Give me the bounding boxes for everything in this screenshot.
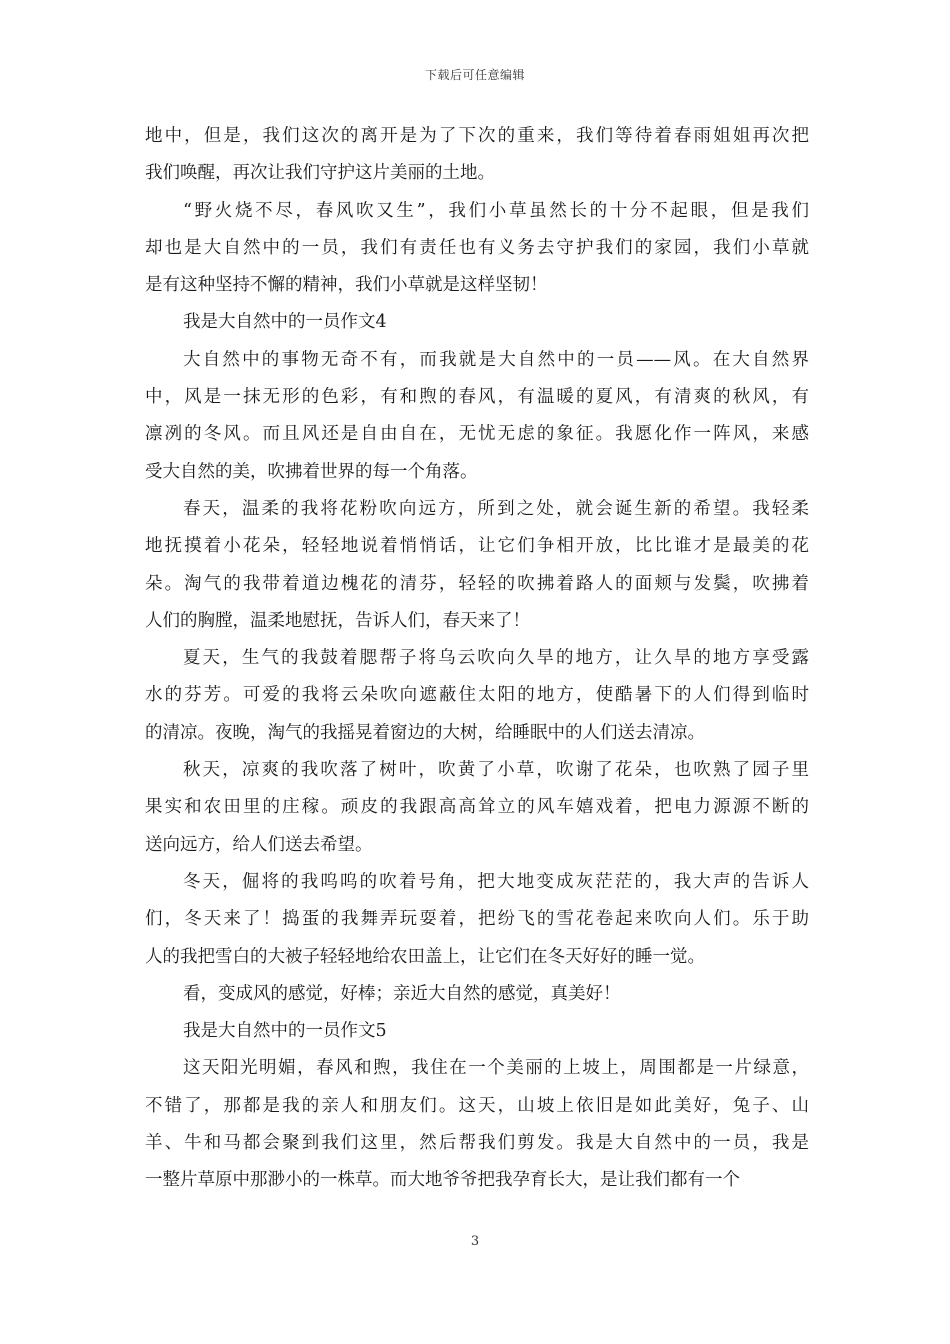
document-body: [145, 118, 809, 1200]
text-line: 羊、牛和马都会聚到我们这里，然后帮我们剪发。我是大自然中的一员，我是: [145, 1133, 809, 1154]
text-line: “野火烧不尽，春风吹又生”，我们小草虽然长的十分不起眼，但是我们: [183, 200, 809, 221]
text-line: 我是大自然中的一员作文4: [183, 312, 387, 333]
text-line: 却也是大自然中的一员，我们有责任也有义务去守护我们的家园，我们小草就: [145, 237, 809, 258]
text-line: 这天阳光明媚，春风和煦，我住在一个美丽的上坡上，周围都是一片绿意，: [183, 1058, 809, 1079]
text-line: 我们唤醒，再次让我们守护这片美丽的土地。: [145, 163, 495, 184]
text-line: 们，冬天来了！捣蛋的我舞弄玩耍着，把纷飞的雪花卷起来吹向人们。乐于助: [145, 909, 809, 930]
text-line: 是有这种坚持不懈的精神，我们小草就是这样坚韧！: [145, 275, 548, 296]
text-line: 秋天，凉爽的我吹落了树叶，吹黄了小草，吹谢了花朵，也吹熟了园子里: [183, 760, 809, 781]
text-line: 春天，温柔的我将花粉吹向远方，所到之处，就会诞生新的希望。我轻柔: [183, 498, 809, 519]
text-line: 我是大自然中的一员作文5: [183, 1021, 387, 1042]
text-line: 水的芬芳。可爱的我将云朵吹向遮蔽住太阳的地方，使酷暑下的人们得到临时: [145, 685, 809, 706]
text-line: 朵。淘气的我带着道边槐花的清芬，轻轻的吹拂着路人的面颊与发鬓，吹拂着: [145, 573, 809, 594]
text-line: 大自然中的事物无奇不有，而我就是大自然中的一员——风。在大自然界: [183, 349, 809, 370]
text-line: 地抚摸着小花朵，轻轻地说着悄悄话，让它们争相开放，比比谁才是最美的花: [145, 536, 809, 557]
text-line: 送向远方，给人们送去希望。: [145, 834, 373, 855]
page-header: 下载后可任意编辑: [424, 68, 525, 82]
text-line: 的清凉。夜晚，淘气的我摇晃着窗边的大树，给睡眠中的人们送去清凉。: [145, 722, 705, 743]
text-line: 不错了，那都是我的亲人和朋友们。这天，山坡上依旧是如此美好，兔子、山: [145, 1095, 809, 1116]
text-line: 地中，但是，我们这次的离开是为了下次的重来，我们等待着春雨姐姐再次把: [145, 126, 809, 146]
text-line: 人的我把雪白的大被子轻轻地给农田盖上，让它们在冬天好好的睡一觉。: [145, 946, 705, 967]
text-line: 夏天，生气的我鼓着腮帮子将乌云吹向久旱的地方，让久旱的地方享受露: [183, 648, 809, 669]
text-line: 冬天，倔将的我呜呜的吹着号角，把大地变成灰茫茫的，我大声的告诉人: [183, 871, 809, 892]
text-line: 凛冽的冬风。而且风还是自由自在，无忧无虑的象征。我愿化作一阵风，来感: [145, 424, 809, 445]
text-line: 看，变成风的感觉，好棒；亲近大自然的感觉，真美好！: [183, 983, 621, 1004]
text-line: 人们的胸膛，温柔地慰抚，告诉人们，春天来了！: [145, 610, 530, 631]
text-line: 果实和农田里的庄稼。顽皮的我跟高高耸立的风车嬉戏着，把电力源源不断的: [145, 797, 809, 818]
text-line: 一整片草原中那渺小的一株草。而大地爷爷把我孕育长大，是让我们都有一个: [145, 1170, 740, 1191]
text-line: 受大自然的美，吹拂着世界的每一个角落。: [145, 461, 478, 482]
page-number: 3: [470, 1234, 480, 1249]
text-line: 中，风是一抹无形的色彩，有和煦的春风，有温暖的夏风，有清爽的秋风，有: [145, 387, 809, 408]
